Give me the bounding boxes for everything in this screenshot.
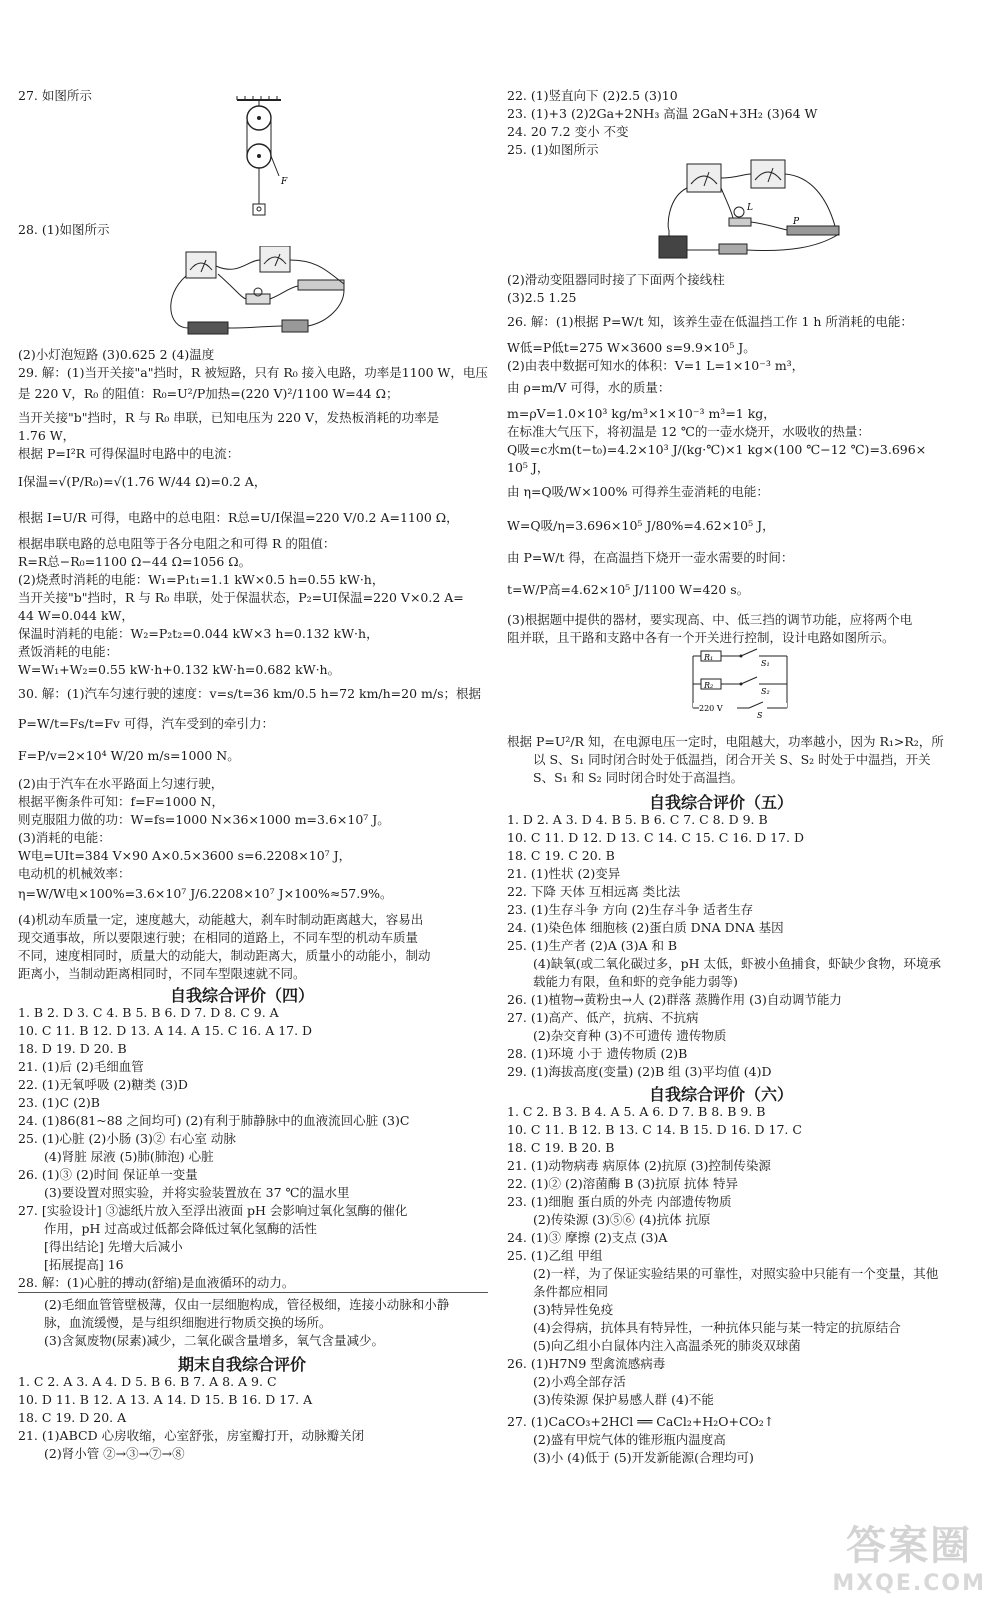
mc-answer-row: 1. D 2. A 3. D 4. B 5. B 6. C 7. C 8. D 9. B — [507, 812, 768, 827]
watermark-main: 答案圈 — [846, 1523, 973, 1569]
answer-line: (3)2.5 1.25 — [507, 290, 577, 305]
s2-label: S₂ — [761, 687, 770, 696]
answer-line: 25. (1)心脏 (2)小肠 (3)② 右心室 动脉 — [18, 1131, 236, 1146]
answer-line: 23. (1)生存斗争 方向 (2)生存斗争 适者生存 — [507, 902, 754, 917]
answer-line: 21. (1)性状 (2)变异 — [507, 866, 621, 881]
answer-line: 25. (1)如图所示 — [507, 142, 599, 157]
mc-answer-row: 10. C 11. D 12. D 13. C 14. C 15. C 16. D 17. D — [507, 830, 804, 845]
answer-line: 24. (1)染色体 细胞核 (2)蛋白质 DNA DNA 基因 — [507, 920, 784, 935]
pulley-diagram — [223, 96, 303, 218]
q30-line: 30. 解：(1)汽车匀速行驶的速度：v=s/t=36 km/0.5 h=72 km/h=20 m/s；根据 — [18, 686, 482, 701]
answer-line: (2)毛细血管管壁极薄，仅由一层细胞构成，管径极细，连接小动脉和小静 — [44, 1297, 450, 1312]
answer-line: 22. (1)② (2)溶菌酶 B (3)抗原 抗体 特异 — [507, 1176, 739, 1191]
q30-line: (2)由于汽车在水平路面上匀速行驶， — [18, 776, 224, 791]
answer-line: 24. 20 7.2 变小 不变 — [507, 124, 629, 139]
answer-line: (2)小鸡全部存活 — [533, 1374, 626, 1389]
answer-line: (3)传染源 保护易感人群 (4)不能 — [533, 1392, 714, 1407]
answer-line: (2)传染源 (3)⑤⑥ (4)抗体 抗原 — [533, 1212, 711, 1227]
q29-line: I保温=√(P/R₀)=√(1.76 W/44 Ω)=0.2 A， — [18, 474, 267, 489]
q26-line: 根据 P=U²/R 知，在电源电压一定时，电阻越大，功率越小，因为 R₁>R₂，所 — [507, 734, 944, 749]
q26-line: 阻并联，且干路和支路中各有一个开关进行控制，设计电路如图所示。 — [507, 630, 895, 645]
q26-line: Q吸=c水m(t−t₀)=4.2×10³ J/(kg·℃)×1 kg×(100 ℃−12 ℃)=3.696× — [507, 442, 927, 457]
answer-line: (4)缺氧(或二氧化碳过多，pH 太低，虾被小鱼捕食，虾缺少食物，环境承 — [533, 956, 941, 971]
q30-line: 不同，速度相同时，质量大的动能大，制动距离大，质量小的动能小，制动 — [18, 948, 431, 963]
answer-line: 23. (1)细胞 蛋白质的外壳 内部遗传物质 — [507, 1194, 732, 1209]
answer-line: 23. (1)C (2)B — [18, 1095, 100, 1110]
mc-answer-row: 18. D 19. D 20. B — [18, 1041, 127, 1056]
q26-line: 由 ρ=m/V 可得，水的质量： — [507, 380, 671, 395]
r2-label: R₂ — [704, 681, 714, 690]
section-heading-4: 自我综合评价（四） — [170, 986, 315, 1005]
q30-line: 现交通事故，所以要限速行驶；在相同的道路上，不同车型的机动车质量 — [18, 930, 419, 945]
answer-line: [拓展提高] 16 — [44, 1257, 124, 1272]
slider-label: P — [793, 217, 800, 227]
answer-line: 22. (1)竖直向下 (2)2.5 (3)10 — [507, 88, 678, 103]
q26-line: 10⁵ J， — [507, 460, 550, 475]
q29-line: (2)烧煮时消耗的电能：W₁=P₁t₁=1.1 kW×0.5 h=0.55 kW·h， — [18, 572, 385, 587]
answer-line: 21. (1)ABCD 心房收缩，心室舒张，房室瓣打开，动脉瓣关闭 — [18, 1428, 365, 1443]
q29-line: 保温时消耗的电能：W₂=P₂t₂=0.044 kW×3 h=0.132 kW·h， — [18, 626, 379, 641]
mc-answer-row: 10. C 11. B 12. D 13. A 14. A 15. C 16. A 17. D — [18, 1023, 313, 1038]
answer-line: (4)肾脏 尿液 (5)肺(肺泡) 心脏 — [44, 1149, 214, 1164]
q26-line: 在标准大气压下，将初温是 12 ℃的一壶水烧开，水吸收的热量： — [507, 424, 870, 439]
answer-line: 作用，pH 过高或过低都会降低过氧化氢酶的活性 — [44, 1221, 317, 1236]
answer-line: 26. (1)H7N9 型禽流感病毒 — [507, 1356, 666, 1371]
q27-line: 27. 如图所示 — [18, 88, 92, 103]
q28-line: 28. (1)如图所示 — [18, 222, 110, 237]
answer-line: 27. [实验设计] ③滤纸片放入至浮出液面 pH 会影响过氧化氢酶的催化 — [18, 1203, 408, 1218]
q29-line: 根据 P=I²R 可得保温时电路中的电流： — [18, 446, 240, 461]
q29-line: 根据串联电路的总电阻等于各分电阻之和可得 R 的阻值： — [18, 536, 336, 551]
answer-line: 22. (1)无氧呼吸 (2)糖类 (3)D — [18, 1077, 188, 1092]
answer-line: 26. (1)③ (2)时间 保证单一变量 — [18, 1167, 198, 1182]
watermark-logo — [832, 1514, 986, 1596]
mc-answer-row: 18. C 19. B 20. B — [507, 1140, 615, 1155]
answer-line: (3)含氮废物(尿素)减少，二氧化碳含量增多，氧气含量减少。 — [44, 1333, 384, 1348]
s-label: S — [757, 711, 763, 718]
answer-line: (2)杂交育种 (3)不可遗传 遗传物质 — [533, 1028, 727, 1043]
q29-line: 当开关接"b"挡时，R 与 R₀ 串联，处于保温状态，P₂=UI保温=220 V×0.2 A= — [18, 590, 464, 605]
q26-line: S、S₁ 和 S₂ 同时闭合时处于高温挡。 — [533, 770, 744, 785]
q30-line: η=W/W电×100%=3.6×10⁷ J/6.2208×10⁷ J×100%≈57.9%。 — [18, 886, 393, 901]
q30-line: 根据平衡条件可知：f=F=1000 N， — [18, 794, 224, 809]
q26-line: (3)根据题中提供的器材，要实现高、中、低三挡的调节功能，应将两个电 — [507, 612, 913, 627]
q30-line: F=P/v=2×10⁴ W/20 m/s=1000 N。 — [18, 748, 240, 763]
q30-line: W电=UIt=384 V×90 A×0.5×3600 s=6.2208×10⁷ J， — [18, 848, 352, 863]
answer-line: 条件都应相同 — [533, 1284, 609, 1299]
q29-line: W=W₁+W₂=0.55 kW·h+0.132 kW·h=0.682 kW·h。 — [18, 662, 341, 677]
mc-answer-row: 18. C 19. D 20. A — [18, 1410, 127, 1425]
answer-line: (4)会得病，抗体具有特异性，一种抗体只能与某一特定的抗原结合 — [533, 1320, 901, 1335]
answer-line: 22. 下降 天体 互相远离 类比法 — [507, 884, 681, 899]
force-label: F — [281, 177, 288, 187]
mc-answer-row: 18. C 19. C 20. B — [507, 848, 615, 863]
mc-answer-row: 1. C 2. B 3. B 4. A 5. A 6. D 7. B 8. B 9. B — [507, 1104, 766, 1119]
lamp-label: L — [747, 203, 753, 213]
q26-line: 由 η=Q吸/W×100% 可得养生壶消耗的电能： — [507, 484, 769, 499]
answer-line: 24. (1)86(81~88 之间均可) (2)有利于肺静脉中的血液流回心脏 (3)C — [18, 1113, 410, 1128]
answer-line: (2)滑动变阻器同时接了下面两个接线柱 — [507, 272, 725, 287]
circuit-diagram-q25 — [647, 158, 847, 266]
q26-line: 由 P=W/t 得，在高温挡下烧开一壶水需要的时间： — [507, 550, 794, 565]
q29-line: 1.76 W， — [18, 428, 76, 443]
s1-label: S₁ — [761, 659, 770, 668]
q26-line: W=Q吸/η=3.696×10⁵ J/80%=4.62×10⁵ J， — [507, 518, 775, 533]
answer-line: [得出结论] 先增大后减小 — [44, 1239, 183, 1254]
answer-line: 载能力有限，鱼和虾的竞争能力弱等) — [533, 974, 738, 989]
q29-line: 煮饭消耗的电能： — [18, 644, 119, 659]
q30-line: P=W/t=Fs/t=Fv 可得，汽车受到的牵引力： — [18, 716, 274, 731]
answer-line: (3)特异性免疫 — [533, 1302, 614, 1317]
section-heading-final: 期末自我综合评价 — [178, 1355, 307, 1374]
answer-line: 25. (1)生产者 (2)A (3)A 和 B — [507, 938, 678, 953]
q29-line: 是 220 V，R₀ 的阻值：R₀=U²/P加热=(220 V)²/1100 W=44 Ω； — [18, 386, 399, 401]
divider-rule — [18, 1292, 488, 1293]
parallel-circuit-diagram — [685, 646, 795, 718]
answer-line: (2)一样，为了保证实验结果的可靠性，对照实验中只能有一个变量，其他 — [533, 1266, 939, 1281]
q26-line: (2)由表中数据可知水的体积：V=1 L=1×10⁻³ m³， — [507, 358, 805, 373]
q29-line: 当开关接"b"挡时，R 与 R₀ 串联，已知电压为 220 V，发热板消耗的功率是 — [18, 410, 440, 425]
answer-line: 27. (1)高产、低产，抗病、不抗病 — [507, 1010, 699, 1025]
answer-line: 28. (1)环境 小于 遗传物质 (2)B — [507, 1046, 688, 1061]
q30-line: 距离小，当制动距离相同时，不同车型限速就不同。 — [18, 966, 306, 981]
mc-answer-row: 1. C 2. A 3. A 4. D 5. B 6. B 7. A 8. A 9. C — [18, 1374, 277, 1389]
answer-line: 21. (1)动物病毒 病原体 (2)抗原 (3)控制传染源 — [507, 1158, 771, 1173]
answer-line: 23. (1)+3 (2)2Ga+2NH₃ 高温 2GaN+3H₂ (3)64 W — [507, 106, 818, 121]
answer-line: 24. (1)③ 摩擦 (2)支点 (3)A — [507, 1230, 668, 1245]
circuit-diagram-q28 — [158, 246, 358, 340]
section-heading-5: 自我综合评价（五） — [649, 793, 794, 812]
q28-answer-line: (2)小灯泡短路 (3)0.625 2 (4)温度 — [18, 347, 215, 362]
answer-line: 27. (1)CaCO₃+2HCl ══ CaCl₂+H₂O+CO₂↑ — [507, 1414, 775, 1429]
q26-line: W低=P低t=275 W×3600 s=9.9×10⁵ J。 — [507, 340, 756, 355]
voltage-label: 220 V — [699, 704, 723, 713]
answer-line: (2)盛有甲烷气体的锥形瓶内温度高 — [533, 1432, 726, 1447]
q30-line: 电动机的机械效率： — [18, 866, 131, 881]
q30-line: 则克服阻力做的功：W=fs=1000 N×36×1000 m=3.6×10⁷ J。 — [18, 812, 390, 827]
answer-line: 28. 解：(1)心脏的搏动(舒缩)是血液循环的动力。 — [18, 1275, 295, 1290]
q26-line: t=W/P高=4.62×10⁵ J/1100 W=420 s。 — [507, 582, 750, 597]
q29-line: R=R总−R₀=1100 Ω−44 Ω=1056 Ω。 — [18, 554, 252, 569]
q26-line: m=ρV=1.0×10³ kg/m³×1×10⁻³ m³=1 kg， — [507, 406, 776, 421]
q30-line: (4)机动车质量一定，速度越大，动能越大，刹车时制动距离越大，容易出 — [18, 912, 424, 927]
answer-line: 21. (1)后 (2)毛细血管 — [18, 1059, 144, 1074]
q26-line: 26. 解：(1)根据 P=W/t 知，该养生壶在低温挡工作 1 h 所消耗的电能： — [507, 314, 913, 329]
mc-answer-row: 10. C 11. B 12. B 13. C 14. B 15. D 16. D 17. C — [507, 1122, 802, 1137]
answer-line: 脉，血流缓慢，是与组织细胞进行物质交换的场所。 — [44, 1315, 332, 1330]
mc-answer-row: 1. B 2. D 3. C 4. B 5. B 6. D 7. D 8. C 9. A — [18, 1005, 279, 1020]
answer-line: (3)要设置对照实验，并将实验装置放在 37 ℃的温水里 — [44, 1185, 350, 1200]
answer-line: 26. (1)植物→黄粉虫→人 (2)群落 蒸腾作用 (3)自动调节能力 — [507, 992, 842, 1007]
answer-line: (5)向乙组小白鼠体内注入高温杀死的肺炎双球菌 — [533, 1338, 801, 1353]
answer-line: 25. (1)乙组 甲组 — [507, 1248, 603, 1263]
q29-line: 29. 解：(1)当开关接"a"挡时，R 被短路，只有 R₀ 接入电路，功率是1100 W，电压 — [18, 365, 488, 380]
q29-line: 44 W=0.044 kW， — [18, 608, 134, 623]
r1-label: R₁ — [704, 653, 714, 662]
mc-answer-row: 10. D 11. B 12. A 13. A 14. D 15. B 16. D 17. A — [18, 1392, 313, 1407]
q26-line: 以 S、S₁ 同时闭合时处于低温挡，闭合开关 S、S₂ 时处于中温挡，开关 — [533, 752, 931, 767]
q30-line: (3)消耗的电能： — [18, 830, 111, 845]
answer-line: (3)小 (4)低于 (5)开发新能源(合理均可) — [533, 1450, 754, 1465]
watermark-domain: MXQE.COM — [832, 1571, 986, 1596]
answer-line: (2)肾小管 ②→③→⑦→⑧ — [44, 1446, 185, 1461]
answer-line: 29. (1)海拔高度(变量) (2)B 组 (3)平均值 (4)D — [507, 1064, 772, 1079]
q29-line: 根据 I=U/R 可得，电路中的总电阻：R总=U/I保温=220 V/0.2 A=1100 Ω， — [18, 510, 459, 525]
section-heading-6: 自我综合评价（六） — [649, 1085, 794, 1104]
